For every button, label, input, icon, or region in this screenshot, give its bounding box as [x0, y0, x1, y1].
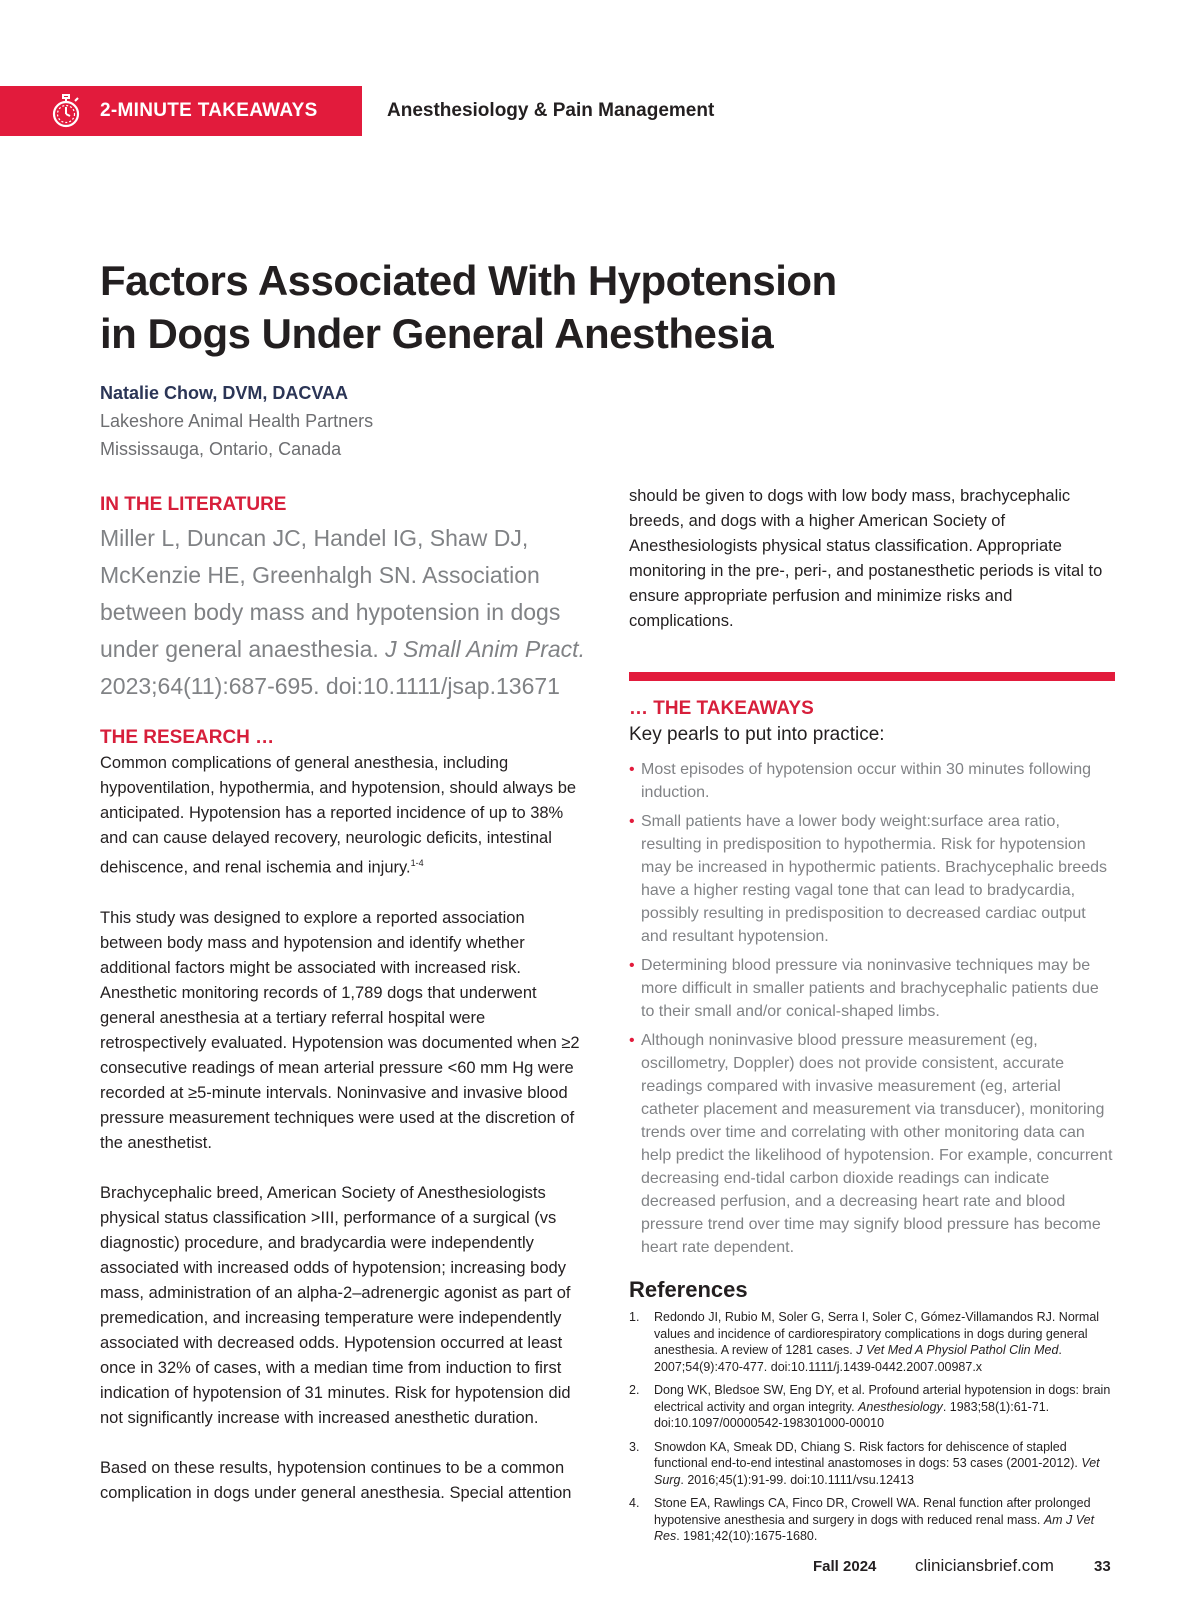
page-title: [100, 254, 1000, 360]
research-paragraph-3: Brachycephalic breed, American Society of Anesthesiologists physical status classification >III, performance of a surgical (vs diagnostic) procedure, and bradycardia were independently associated with increased odds of hypotension; increasing body mass, administration of an alpha-2–adrenergic agonist as part of premedication, and increasing temperature were independently associated with decreased odds. Hypotension occurred at least once in 32% of cases, with a median time from induction to first indication of hypotension of 31 minutes. Risk for hypotension did not significantly increase with increased anesthetic duration.: [100, 1183, 571, 1427]
takeaway-item: • Although noninvasive blood pressure measurement (eg, oscillometry, Doppler) does not provide consistent, accurate readings compared with invasive measurement (eg, arterial catheter placement and measurement via transducer), monitoring trends over time and correlating with other monitoring data can help predict the likelihood of hypotension. For example, concurrent decreasing end-tidal carbon dioxide readings can indicate decreased perfusion, and a decreasing heart rate and blood pressure trend over time may signify blood pressure has become heart rate dependent.: [629, 1029, 1115, 1259]
footer-site: cliniciansbrief.com: [915, 1556, 1054, 1575]
research-paragraph-1-text: Common complications of general anesthesia, including hypoventilation, hypothermia, and hypotension, should always be anticipated. Hypotension has a reported incidence of up to 38% and can cause delayed recovery, neurologic deficits, intestinal dehiscence, and renal ischemia and injury.: [100, 754, 577, 877]
takeaways-divider: [629, 672, 1115, 681]
affiliation-location: Mississauga, Ontario, Canada: [100, 439, 342, 459]
literature-heading: IN THE LITERATURE: [100, 494, 287, 515]
takeaway-item: • Most episodes of hypotension occur within 30 minutes following induction.: [629, 758, 1115, 804]
bullet-icon: •: [629, 813, 635, 830]
footer-issue: Fall 2024: [813, 1558, 877, 1575]
citation-authors: Miller L, Duncan JC, Handel IG, Shaw DJ, McKenzie HE, Greenhalgh SN. Association between body mass and hypotension in dogs under general anaesthesia.: [100, 525, 561, 662]
reference-item: 1. Redondo JI, Rubio M, Soler G, Serra I, Soler C, Gómez-Villamandos RJ. Normal values and incidence of cardiorespiratory complications in dogs during general anesthesia. A review of 1281 cases. J Vet Med A Physiol Pathol Clin Med. 2007;54(9):470-477. doi:10.1111/j.1439-0442.2007.00987.x: [629, 1310, 1100, 1374]
takeaways-heading: … THE TAKEAWAYS: [629, 698, 814, 719]
bullet-icon: •: [629, 761, 635, 778]
section-title: Anesthesiology & Pain Management: [387, 100, 715, 121]
left-column: [100, 494, 590, 1506]
bullet-icon: •: [629, 1032, 635, 1049]
affiliation-org: Lakeshore Animal Health Partners: [100, 411, 374, 431]
takeaway-item: • Determining blood pressure via noninvasive techniques may be more difficult in smaller patients and brachycephalic patients due to their small and/or conical-shaped limbs.: [629, 954, 1115, 1023]
takeaways-list: [629, 758, 1115, 1259]
citation-superscript: 1-4: [410, 858, 424, 868]
page-number: 33: [1094, 1558, 1111, 1575]
banner-label: 2-MINUTE TAKEAWAYS: [100, 100, 318, 121]
reference-item: 4. Stone EA, Rawlings CA, Finco DR, Crowell WA. Renal function after prolonged hypotensive anesthesia and surgery in dogs with reduced renal mass. Am J Vet Res. 1981;42(10):1675-1680.: [629, 1496, 1095, 1543]
research-paragraph-4: Based on these results, hypotension continues to be a common complication in dogs under general anesthesia. Special attention: [100, 1458, 572, 1502]
research-paragraph-1: [100, 751, 590, 881]
literature-citation: [100, 520, 590, 705]
title-line-1: Factors Associated With Hypotension: [100, 257, 837, 304]
reference-item: 3. Snowdon KA, Smeak DD, Chiang S. Risk factors for dehiscence of stapled functional end-to-end intestinal anastomoses in dogs: 53 cases (2001-2012). Vet Surg. 2016;45(1):91-99. doi:10.1111/vsu.12413: [629, 1439, 1100, 1487]
stopwatch-icon: [48, 93, 84, 129]
right-column: [629, 487, 1115, 1552]
research-heading: THE RESEARCH …: [100, 727, 275, 748]
takeaways-subheading: Key pearls to put into practice:: [629, 724, 885, 745]
title-line-2: in Dogs Under General Anesthesia: [100, 310, 774, 357]
research-paragraph-2: This study was designed to explore a reported association between body mass and hypotension and identify whether additional factors might be associated with increased risk. Anesthetic monitoring records of 1,789 dogs that underwent general anesthesia at a tertiary referral hospital were retrospectively evaluated. Hypotension was documented when ≥2 consecutive readings of mean arterial pressure <60 mm Hg were recorded at ≥5-minute intervals. Noninvasive and invasive blood pressure measurement techniques were used at the discretion of the anesthetist.: [100, 908, 580, 1152]
references-list: [629, 1309, 1115, 1545]
reference-item: 2. Dong WK, Bledsoe SW, Eng DY, et al. Profound arterial hypotension in dogs: brain electrical activity and organ integrity. Anesthesiology. 1983;58(1):61-71. doi:10.1097/00000542-198301000-00010: [629, 1383, 1111, 1430]
takeaways-banner: [0, 86, 362, 136]
citation-journal: J Small Anim Pract.: [385, 636, 585, 662]
references-heading: References: [629, 1277, 748, 1302]
bullet-icon: •: [629, 957, 635, 974]
takeaway-item: • Small patients have a lower body weight:surface area ratio, resulting in predisposition to hypothermia. Risk for hypotension may be increased in hypothermic patients. Brachycephalic breeds have a higher resting vagal tone that can lead to bradycardia, possibly resulting in predisposition to decreased cardiac output and resultant hypotension.: [629, 810, 1115, 948]
author-name: Natalie Chow, DVM, DACVAA: [100, 383, 349, 403]
citation-details: 2023;64(11):687-695. doi:10.1111/jsap.13671: [100, 673, 560, 699]
research-paragraph-4-continued: should be given to dogs with low body mass, brachycephalic breeds, and dogs with a higher American Society of Anesthesiologists physical status classification. Appropriate monitoring in the pre-, peri-, and postanesthetic periods is vital to ensure appropriate perfusion and minimize risks and complications.: [629, 487, 1103, 630]
